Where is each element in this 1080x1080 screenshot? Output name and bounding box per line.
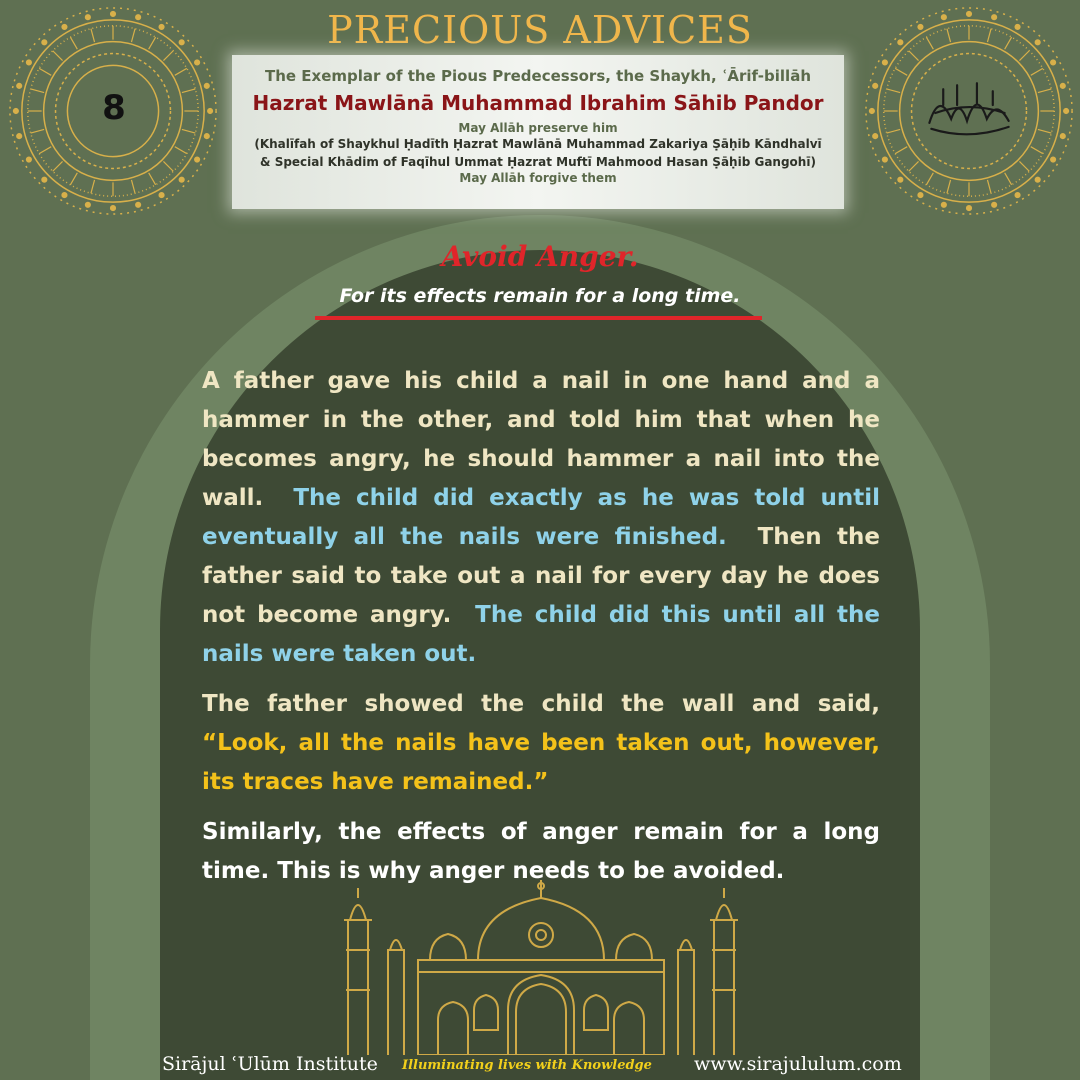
story-text (202, 362, 880, 902)
mandala-dot (1060, 134, 1065, 139)
mandala-petal (182, 129, 195, 133)
mandala-dot (869, 109, 874, 114)
heading-underline (315, 316, 762, 320)
mandala-petal (1005, 173, 1012, 185)
story-part-4: The child did this until all the nails were taken out. (202, 602, 880, 667)
mandala-dot (1051, 157, 1056, 162)
advice-number: 8 (102, 88, 126, 128)
institute-tagline: Illuminating lives with Knowledge (402, 1058, 652, 1073)
mandala-petal (1031, 68, 1043, 75)
mandala-petal (895, 68, 907, 75)
mosque-outline-icon (318, 880, 764, 1055)
mandala-dot (1035, 177, 1040, 182)
banner-khadim-line: & Special Khādim of Faqīhul Ummat Ḥazrat Muftī Mahmood Hasan Ṣāḥib Gangohī) (260, 155, 816, 169)
mandala-dot (136, 202, 141, 207)
mandala-dot (159, 193, 164, 198)
mandala-petal (70, 173, 77, 185)
footer (0, 1050, 1080, 1080)
mandala-dot (1064, 109, 1069, 114)
scholar-banner (232, 55, 844, 209)
advice-subheading: For its effects remain for a long time. (339, 285, 741, 307)
institute-name: Sirājul ʿUlūm Institute (162, 1053, 378, 1075)
mandala-dot (208, 109, 213, 114)
story-part-2: The child did exactly as he was told until eventually all the nails were finished. (202, 485, 881, 550)
mandala-dot (1051, 60, 1056, 65)
banner-prayer-preserve: May Allāh preserve him (458, 121, 618, 135)
mandala-dot (85, 202, 90, 207)
mandala-dot (918, 193, 923, 198)
mandala-dot (62, 193, 67, 198)
mandala-petal (909, 51, 919, 61)
mandala-dot (17, 83, 22, 88)
mandala-dot (1060, 83, 1065, 88)
story-paragraph-2 (202, 685, 880, 802)
mandala-petal (1038, 129, 1051, 133)
mandala-dot (204, 83, 209, 88)
mandala-petal (1019, 51, 1029, 61)
mandala-petal (182, 89, 195, 93)
mandala-petal (149, 173, 156, 185)
father-quote: “Look, all the nails have been taken out, however, its traces have remained.” (202, 730, 880, 795)
mandala-petal (53, 161, 63, 171)
mandala-petal (887, 129, 900, 133)
story-part-5: The father showed the child the wall and said, (202, 691, 880, 717)
mandala-dot (992, 202, 997, 207)
mandala-dot (17, 134, 22, 139)
mandala-petal (1019, 161, 1029, 171)
mandala-petal (163, 51, 173, 61)
mandala-petal (887, 89, 900, 93)
mandala-dot (179, 177, 184, 182)
mandala-dot (882, 157, 887, 162)
mandala-petal (91, 180, 95, 193)
website-link[interactable]: www.sirajululum.com (694, 1053, 902, 1075)
mandala-dot (882, 60, 887, 65)
mandala-petal (895, 147, 907, 154)
mandala-petal (1031, 147, 1043, 154)
mandala-dot (898, 177, 903, 182)
story-paragraph-1 (202, 362, 880, 674)
page-title: PRECIOUS ADVICES (327, 8, 753, 52)
mandala-petal (175, 147, 187, 154)
mandala-dot (111, 206, 116, 211)
story-part-1: A father gave his child a nail in one hand and a hammer in the other, and told him that when he becomes angry, he should hammer a nail into the wall. (202, 368, 880, 511)
mandala-petal (31, 129, 44, 133)
mandala-petal (163, 161, 173, 171)
mandala-dot (42, 177, 47, 182)
mandala-petal (947, 180, 951, 193)
mandala-petal (987, 180, 991, 193)
mandala-petal (1038, 89, 1051, 93)
mandala-petal (926, 173, 933, 185)
story-conclusion: Similarly, the effects of anger remain for a long time. This is why anger needs to be avoided. (202, 819, 880, 884)
mandala-dot (13, 109, 18, 114)
advice-heading: Avoid Anger. (441, 240, 639, 273)
mandala-dot (873, 83, 878, 88)
mandala-dot (26, 157, 31, 162)
mandala-dot (873, 134, 878, 139)
mandala-petal (39, 147, 51, 154)
mandala-petal (909, 161, 919, 171)
story-part-3: Then the father said to take out a nail for every day he does not become angry. (202, 524, 880, 628)
mandala-petal (39, 68, 51, 75)
mandala-dot (26, 60, 31, 65)
arabic-calligraphy-seal-icon (929, 83, 1008, 134)
mandala-petal (53, 51, 63, 61)
mandala-dot (195, 60, 200, 65)
mandala-dot (1015, 193, 1020, 198)
banner-line-exemplar: The Exemplar of the Pious Predecessors, the Shaykh, ʿĀrif-billāh (265, 67, 811, 85)
mandala-dot (195, 157, 200, 162)
mandala-dot (204, 134, 209, 139)
mandala-dot (967, 206, 972, 211)
banner-prayer-forgive: May Allāh forgive them (459, 171, 617, 185)
banner-khalifah-line: (Khalīfah of Shaykhul Ḥadīth Ḥazrat Mawlānā Muhammad Zakariya Ṣāḥib Kāndhalvī (254, 137, 822, 151)
mandala-petal (31, 89, 44, 93)
mandala-dot (941, 202, 946, 207)
scholar-name: Hazrat Mawlānā Muhammad Ibrahim Sāhib Pandor (252, 91, 824, 115)
mandala-petal (131, 180, 135, 193)
mandala-petal (175, 68, 187, 75)
